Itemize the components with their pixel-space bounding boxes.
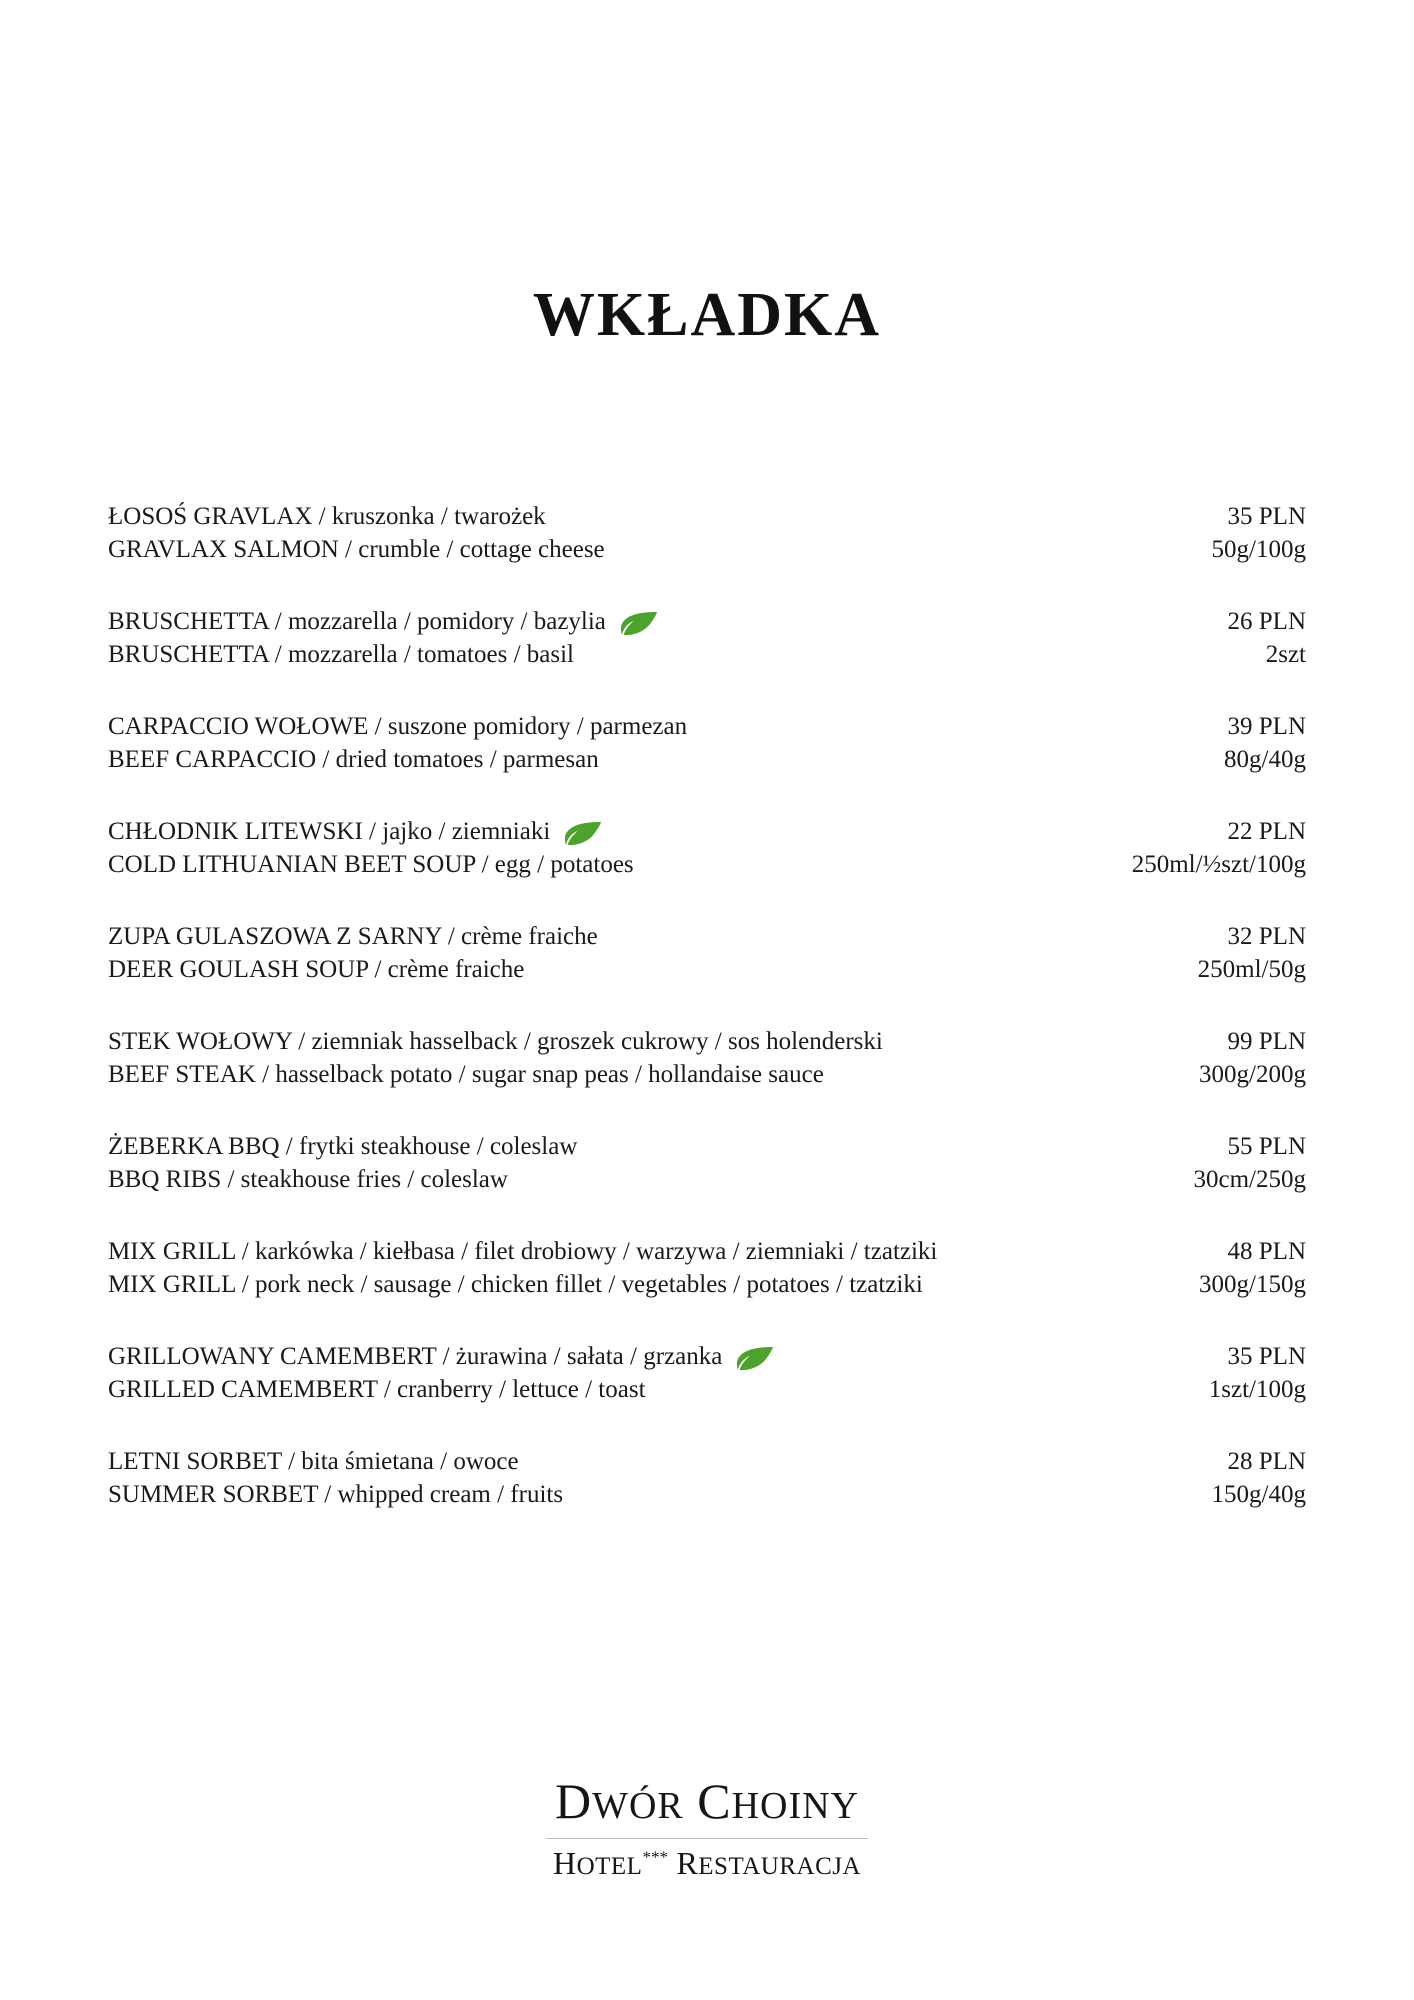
brand-word2-rest: HOINY xyxy=(731,1785,860,1827)
menu-item-name-pl-wrap xyxy=(108,816,1108,849)
menu-item-name-en: COLD LITHUANIAN BEET SOUP / egg / potatoes xyxy=(108,850,634,878)
menu-item-weight: 50g/100g xyxy=(1211,535,1306,563)
brand-word1-cap: D xyxy=(554,1773,593,1829)
menu-item-weight: 300g/150g xyxy=(1199,1270,1306,1298)
menu-item xyxy=(108,606,1306,671)
menu-item-price: 32 PLN xyxy=(1227,923,1306,950)
menu-item-name-en: BRUSCHETTA / mozzarella / tomatoes / basil xyxy=(108,640,574,668)
menu-item-name-en-wrap xyxy=(108,534,1188,567)
menu-item-name-en-wrap xyxy=(108,1059,1175,1092)
menu-item-name-pl-wrap xyxy=(108,501,1188,534)
menu-item-price: 35 PLN xyxy=(1227,503,1306,530)
menu-item-name-pl-wrap xyxy=(108,921,1174,954)
page-title: WKŁADKA xyxy=(532,281,882,349)
subbrand-word1-rest: OTEL xyxy=(576,1853,643,1880)
menu-item-pricing xyxy=(1200,711,1306,776)
menu-item-price: 35 PLN xyxy=(1227,1343,1306,1370)
menu-item xyxy=(108,501,1306,566)
menu-item-weight: 250ml/½szt/100g xyxy=(1131,850,1306,878)
menu-item-pricing xyxy=(1188,1446,1306,1511)
menu-item xyxy=(108,816,1306,881)
menu-item-names xyxy=(108,1446,1188,1511)
menu-item-name-pl-wrap xyxy=(108,1236,1175,1269)
menu-item-price: 39 PLN xyxy=(1227,713,1306,740)
menu-item-names xyxy=(108,1131,1170,1196)
menu-item-names xyxy=(108,921,1174,986)
subbrand-word1-cap: H xyxy=(552,1845,577,1881)
menu-item-pricing xyxy=(1175,1026,1306,1091)
menu-item-pricing xyxy=(1108,816,1306,881)
vegetarian-leaf-icon xyxy=(620,611,658,637)
menu-item-weight: 2szt xyxy=(1265,640,1306,668)
menu-item-names xyxy=(108,816,1108,881)
menu-item-name-pl: GRILLOWANY CAMEMBERT / żurawina / sałata / grzanka xyxy=(108,1343,723,1370)
menu-item-name-pl-wrap xyxy=(108,1446,1188,1479)
menu-item-names xyxy=(108,1026,1175,1091)
menu-item-name-en-wrap xyxy=(108,744,1200,777)
menu-item-name-en: BBQ RIBS / steakhouse fries / coleslaw xyxy=(108,1165,508,1193)
menu-item-name-pl: CHŁODNIK LITEWSKI / jajko / ziemniaki xyxy=(108,818,551,845)
menu-item-pricing xyxy=(1204,606,1306,671)
subbrand-word2-cap: R xyxy=(676,1845,699,1881)
menu-item-name-pl: MIX GRILL / karkówka / kiełbasa / filet drobiowy / warzywa / ziemniaki / tzatziki xyxy=(108,1238,938,1265)
menu-item-name-pl-wrap xyxy=(108,606,1204,639)
menu-item-name-en: BEEF STEAK / hasselback potato / sugar snap peas / hollandaise sauce xyxy=(108,1060,824,1088)
menu-item-names xyxy=(108,1341,1185,1406)
menu-item-name-en: DEER GOULASH SOUP / crème fraiche xyxy=(108,955,525,983)
brand-subtitle xyxy=(0,1845,1414,1882)
menu-item xyxy=(108,711,1306,776)
menu-item-name-en-wrap xyxy=(108,954,1174,987)
menu-item-name-en-wrap xyxy=(108,1164,1170,1197)
menu-item-weight: 1szt/100g xyxy=(1208,1375,1306,1403)
menu-item-name-en: MIX GRILL / pork neck / sausage / chicken fillet / vegetables / potatoes / tzatziki xyxy=(108,1270,923,1298)
menu-item-pricing xyxy=(1188,501,1306,566)
menu-item-name-en-wrap xyxy=(108,639,1204,672)
menu-item-pricing xyxy=(1174,921,1306,986)
vegetarian-leaf-icon xyxy=(564,821,602,847)
menu-item-weight: 150g/40g xyxy=(1211,1480,1306,1508)
menu-item-price: 55 PLN xyxy=(1227,1133,1306,1160)
menu-item-name-pl: LETNI SORBET / bita śmietana / owoce xyxy=(108,1448,519,1475)
menu-item-name-pl: CARPACCIO WOŁOWE / suszone pomidory / parmezan xyxy=(108,713,688,740)
brand-name xyxy=(0,1772,1414,1830)
menu-item-names xyxy=(108,711,1200,776)
menu-item-name-pl: BRUSCHETTA / mozzarella / pomidory / bazylia xyxy=(108,608,606,635)
menu-item-pricing xyxy=(1170,1131,1307,1196)
menu-item-name-pl: ZUPA GULASZOWA Z SARNY / crème fraiche xyxy=(108,923,598,950)
menu-item-price: 22 PLN xyxy=(1227,818,1306,845)
menu-item-name-pl: ŻEBERKA BBQ / frytki steakhouse / coleslaw xyxy=(108,1133,578,1160)
menu-item-pricing xyxy=(1175,1236,1306,1301)
menu-item-names xyxy=(108,501,1188,566)
menu-item-price: 28 PLN xyxy=(1227,1448,1306,1475)
menu-item-weight: 30cm/250g xyxy=(1193,1165,1306,1193)
menu-item xyxy=(108,921,1306,986)
menu-item-name-en: GRILLED CAMEMBERT / cranberry / lettuce / toast xyxy=(108,1375,646,1403)
subbrand-word2-rest: ESTAURACJA xyxy=(698,1853,862,1880)
menu-item-price: 26 PLN xyxy=(1227,608,1306,635)
menu-item-names xyxy=(108,606,1204,671)
menu-item-pricing xyxy=(1185,1341,1306,1406)
vegetarian-leaf-icon xyxy=(736,1346,774,1372)
menu-item-names xyxy=(108,1236,1175,1301)
menu-item-name-en-wrap xyxy=(108,1269,1175,1302)
menu-list xyxy=(0,501,1414,1511)
menu-item xyxy=(108,1026,1306,1091)
menu-item-weight: 80g/40g xyxy=(1224,745,1306,773)
menu-item-price: 48 PLN xyxy=(1227,1238,1306,1265)
menu-item-name-pl-wrap xyxy=(108,711,1200,744)
menu-item-name-pl: STEK WOŁOWY / ziemniak hasselback / groszek cukrowy / sos holenderski xyxy=(108,1028,883,1055)
menu-item-name-en: BEEF CARPACCIO / dried tomatoes / parmesan xyxy=(108,745,599,773)
menu-item xyxy=(108,1236,1306,1301)
menu-item-weight: 250ml/50g xyxy=(1197,955,1306,983)
menu-item-name-en-wrap xyxy=(108,1374,1185,1407)
footer-logo xyxy=(0,1772,1414,1882)
menu-item-name-en-wrap xyxy=(108,849,1108,882)
menu-item-name-en-wrap xyxy=(108,1479,1188,1512)
menu-item xyxy=(108,1341,1306,1406)
menu-item-name-en: GRAVLAX SALMON / crumble / cottage cheese xyxy=(108,535,605,563)
menu-item-name-pl-wrap xyxy=(108,1131,1170,1164)
menu-item-name-pl: ŁOSOŚ GRAVLAX / kruszonka / twarożek xyxy=(108,503,546,530)
menu-item-name-en: SUMMER SORBET / whipped cream / fruits xyxy=(108,1480,564,1508)
menu-item-price: 99 PLN xyxy=(1227,1028,1306,1055)
menu-item-name-pl-wrap xyxy=(108,1026,1175,1059)
menu-item xyxy=(108,1131,1306,1196)
brand-word1-rest: WÓR xyxy=(592,1785,684,1827)
menu-item-weight: 300g/200g xyxy=(1199,1060,1306,1088)
hotel-stars: *** xyxy=(642,1847,668,1867)
brand-word2-cap: C xyxy=(697,1773,732,1829)
brand-divider xyxy=(546,1838,868,1839)
menu-item xyxy=(108,1446,1306,1511)
menu-item-name-pl-wrap xyxy=(108,1341,1185,1374)
